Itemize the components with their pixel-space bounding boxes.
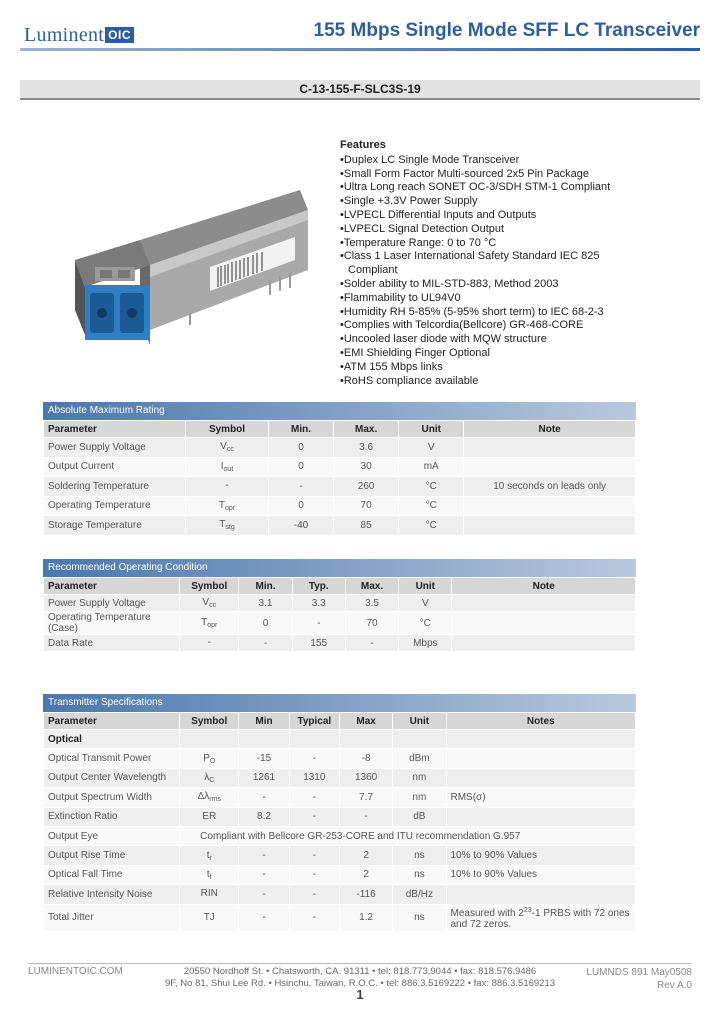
column-header: Note xyxy=(464,421,636,438)
footer-address-tw: 9F, No 81, Shui Lee Rd. • Hsinchu, Taiwan, R.O.C. • tel: 886.3.5169222 • fax: 886.3.5169213 xyxy=(164,978,556,989)
list-item: • LVPECL Differential Inputs and Outputs xyxy=(340,209,640,223)
abs-max-section xyxy=(43,402,636,536)
table-row: Optical Fall Time $t_f$ - - 2 ns 10% to 90% Values xyxy=(44,865,636,884)
list-item: • EMI Shielding Finger Optional xyxy=(340,347,640,361)
column-header: Note xyxy=(452,578,636,595)
table-row: Storage Temperature $T_{stg}$ -40 85 °C xyxy=(44,516,636,536)
column-header: Unit xyxy=(393,713,446,730)
list-item: • Ultra Long reach SONET OC-3/SDH STM-1 Compliant xyxy=(340,181,640,195)
list-item: • Complies with Telcordia(Bellcore) GR-468-CORE xyxy=(340,319,640,333)
column-header: Max xyxy=(339,713,392,730)
footer-divider xyxy=(28,963,692,964)
table-row: Optical xyxy=(44,730,636,749)
column-header: Min. xyxy=(268,421,333,438)
list-item: • Flammability to UL94V0 xyxy=(340,292,640,306)
section-title: Absolute Maximum Rating xyxy=(43,402,636,420)
list-item: • Duplex LC Single Mode Transceiver xyxy=(340,154,640,168)
page-title: 155 Mbps Single Mode SFF LC Transceiver xyxy=(313,20,700,41)
column-header: Max. xyxy=(334,421,399,438)
header-divider xyxy=(20,48,700,51)
column-header: Notes xyxy=(446,713,636,730)
list-item: • Humidity RH 5-85% (5-95% short term) to IEC 68-2-3 xyxy=(340,306,640,320)
page-header xyxy=(0,0,720,52)
column-header: Typical xyxy=(289,713,339,730)
column-header: Unit xyxy=(399,421,464,438)
doc-id: LUMNDS 891 May0508 xyxy=(586,967,692,978)
list-item: • Single +3.3V Power Supply xyxy=(340,195,640,209)
column-header: Parameter xyxy=(44,421,186,438)
transceiver-image xyxy=(70,185,310,355)
table-row: Data Rate - - 155 - Mbps xyxy=(44,635,636,652)
table-row: Output Eye Compliant with Bellcore GR-253-CORE and ITU recommendation G.957 xyxy=(44,826,636,845)
table-row: Relative Intensity Noise RIN - - -116 dB/Hz xyxy=(44,885,636,904)
part-number: C-13-155-F-SLC3S-19 xyxy=(20,80,700,100)
list-item: • Uncooled laser diode with MQW structure xyxy=(340,333,640,347)
footer-website: LUMINENTOIC.COM xyxy=(28,966,123,977)
column-header: Min xyxy=(239,713,289,730)
table-row: Power Supply Voltage $V_{cc}$ 3.1 3.3 3.5 V xyxy=(44,595,636,612)
list-item: • Temperature Range: 0 to 70 °C xyxy=(340,237,640,251)
column-header: Parameter xyxy=(44,713,180,730)
features-list xyxy=(340,139,640,388)
rec-op-table xyxy=(43,577,636,652)
footer-address-us: 20550 Nordhoff St. • Chatsworth, CA. 91311 • tel: 818.773.9044 • fax: 818.576.9486 xyxy=(183,966,537,977)
abs-max-table xyxy=(43,420,636,536)
table-row: Soldering Temperature - - 260 °C 10 seconds on leads only xyxy=(44,477,636,497)
section-title: Recommended Operating Condition xyxy=(43,559,636,577)
section-title: Transmitter Specifications xyxy=(43,694,636,712)
list-item: • Small Form Factor Multi-sourced 2x5 Pin Package xyxy=(340,168,640,182)
column-header: Unit xyxy=(399,578,452,595)
table-row: Output Spectrum Width $\Delta\lambda_{rms}$ - - 7.7 nm RMS(σ) xyxy=(44,788,636,807)
column-header: Parameter xyxy=(44,578,180,595)
column-header: Min. xyxy=(239,578,292,595)
list-item: • Solder ability to MIL-STD-883, Method 2003 xyxy=(340,278,640,292)
list-item: • ATM 155 Mbps links xyxy=(340,361,640,375)
tx-spec-section xyxy=(43,694,636,932)
column-header: Symbol xyxy=(180,713,239,730)
table-row: Output Center Wavelength $\lambda_C$ 1261 1310 1360 nm xyxy=(44,768,636,787)
company-logo: Luminent OIC xyxy=(24,24,134,47)
table-row: Optical Transmit Power $P_O$ -15 - -8 dBm xyxy=(44,749,636,768)
list-item: • LVPECL Signal Detection Output xyxy=(340,223,640,237)
column-header: Typ. xyxy=(292,578,345,595)
list-item: • Class 1 Laser International Safety Standard IEC 825 Compliant xyxy=(340,250,640,278)
table-row: Output Current $I_{out}$ 0 30 mA xyxy=(44,457,636,477)
doc-rev: Rev A.0 xyxy=(656,980,692,991)
page-number: 1 xyxy=(356,987,364,1002)
rec-op-section xyxy=(43,559,636,652)
column-header: Max. xyxy=(345,578,398,595)
list-item: • RoHS compliance available xyxy=(340,375,640,389)
table-row: Output Rise Time $t_r$ - - 2 ns 10% to 90% Values xyxy=(44,846,636,865)
table-row: Power Supply Voltage $V_{cc}$ 0 3.6 V xyxy=(44,438,636,458)
table-row: Extinction Ratio ER 8.2 - - dB xyxy=(44,807,636,826)
column-header: Symbol xyxy=(180,578,239,595)
table-row: Total Jitter TJ - - 1.2 ns Measured with $2^{23}-1$ PRBS with 72 ones and 72 zeros. xyxy=(44,904,636,931)
tx-spec-table xyxy=(43,712,636,932)
table-row: Operating Temperature $T_{opr}$ 0 70 °C xyxy=(44,496,636,516)
column-header: Symbol xyxy=(186,421,269,438)
table-row: Operating Temperature (Case) $T_{opr}$ 0 - 70 °C xyxy=(44,612,636,635)
features-title: Features xyxy=(340,139,386,151)
